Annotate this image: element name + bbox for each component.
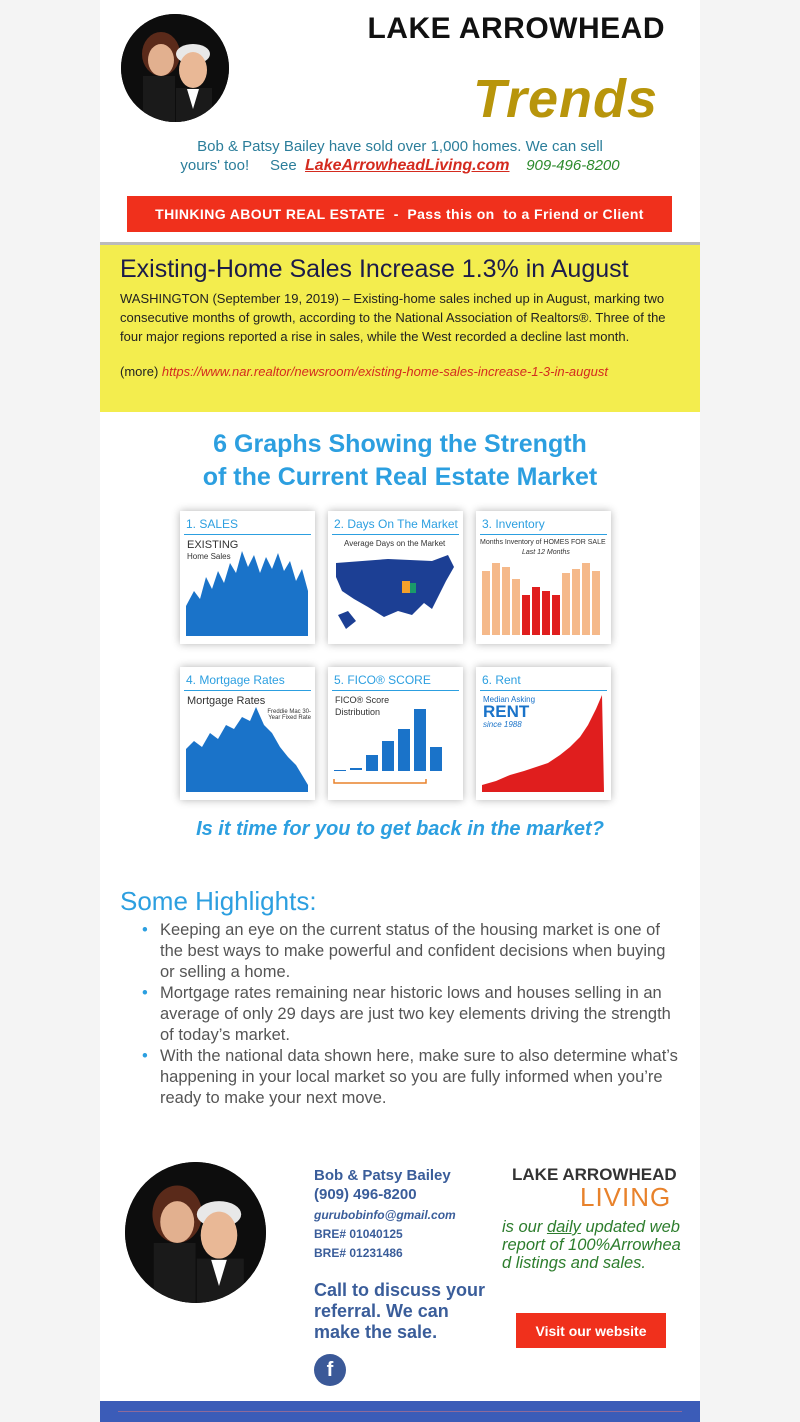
card-rent-sub3: since 1988 xyxy=(483,720,522,729)
card-fico-rule xyxy=(332,690,459,691)
intro-line-2 xyxy=(100,157,700,175)
highlights-list xyxy=(140,920,680,1109)
card-sales-title: 1. SALES xyxy=(186,517,239,531)
card-fico-title: 5. FICO® SCORE xyxy=(334,673,431,687)
card-rent-sub1: Median Asking xyxy=(483,695,536,704)
card-rent-title: 6. Rent xyxy=(482,673,521,687)
card-mortgage-sub2: Freddie Mac 30-Year Fixed Rate xyxy=(267,709,311,721)
agents-photo-footer xyxy=(125,1162,266,1303)
report-post: updated web report of 100%Arrowhead listings and sales. xyxy=(502,1218,681,1272)
la-logo-line1: LAKE ARROWHEAD xyxy=(512,1165,677,1184)
footer-bre-1: BRE# 01040125 xyxy=(314,1227,403,1241)
infographic-question: Is it time for you to get back in the market? xyxy=(196,818,604,840)
card-fico-sub2: Distribution xyxy=(335,707,381,717)
card-sales-sub1: EXISTING xyxy=(187,539,239,551)
card-mortgage-rule xyxy=(184,690,311,691)
header-trends-logo: Trends xyxy=(472,69,658,129)
news-headline: Existing-Home Sales Increase 1.3% in August xyxy=(120,255,629,283)
header-phone[interactable]: 909-496-8200 xyxy=(526,157,620,174)
list-item: • Keeping an eye on the current status of the housing market is one of the best ways to make powerful and confident decisions when buying or selling a home. xyxy=(140,920,680,983)
news-body: WASHINGTON (September 19, 2019) – Existing-home sales inched up in August, marking two consecutive months of growth, according to the National Association of Realtors®. Three of the four major regions reported a rise in sales, while the West recorded a decline last month. xyxy=(120,291,666,344)
card-rent-sub2: RENT xyxy=(483,702,530,721)
news-section xyxy=(100,245,700,412)
la-report-text xyxy=(502,1218,682,1272)
card-mortgage-sub1: Mortgage Rates xyxy=(187,695,266,707)
card-inventory xyxy=(476,511,611,644)
card-sales-sub2: Home Sales xyxy=(187,552,231,561)
card-mortgage-title: 4. Mortgage Rates xyxy=(186,673,285,687)
card-mortgage-rates xyxy=(180,667,315,800)
intro-line-2-text: yours' too! xyxy=(180,157,250,174)
visit-website-label: Visit our website xyxy=(535,1322,647,1339)
card-inventory-sub1: Months Inventory of HOMES FOR SALE xyxy=(480,539,606,546)
header-title: LAKE ARROWHEAD xyxy=(367,12,665,45)
list-item: • Mortgage rates remaining near historic lows and houses selling in an average of only 29 days are just two key elements driving the strength of today’s market. xyxy=(140,983,680,1046)
news-more-link[interactable]: https://www.nar.realtor/newsroom/existing-home-sales-increase-1-3-in-august xyxy=(161,364,608,379)
facebook-icon[interactable]: f xyxy=(314,1354,346,1386)
pass-on-cta-button[interactable] xyxy=(127,196,672,232)
highlights-title: Some Highlights: xyxy=(120,886,317,916)
bottom-bar xyxy=(100,1401,700,1422)
visit-website-button[interactable] xyxy=(516,1313,666,1348)
card-days-sub1: Average Days on the Market xyxy=(344,539,446,548)
card-sales-rule xyxy=(184,534,311,535)
card-rent-rule xyxy=(480,690,607,691)
infographic-title-1: 6 Graphs Showing the Strength xyxy=(213,430,587,458)
list-item: • With the national data shown here, make sure to also determine what’s happening in your local market so you are fully informed when you’re ready to make your next move. xyxy=(140,1046,680,1109)
report-daily: daily xyxy=(546,1218,581,1236)
pass-on-cta-label: THINKING ABOUT REAL ESTATE - Pass this on to a Friend or Client xyxy=(155,206,644,222)
card-days-rule xyxy=(332,534,459,535)
card-rent xyxy=(476,667,611,800)
footer-name: Bob & Patsy Bailey xyxy=(314,1167,451,1184)
report-pre: is our xyxy=(502,1218,547,1236)
footer-email[interactable]: gurubobinfo@gmail.com xyxy=(314,1208,456,1222)
intro-line-1: Bob & Patsy Bailey have sold over 1,000 homes. We can sell xyxy=(197,138,603,155)
see-label: See xyxy=(269,157,297,174)
card-fico-sub1: FICO® Score xyxy=(335,695,390,705)
card-inventory-sub2: Last 12 Months xyxy=(522,549,570,556)
card-days-title: 2. Days On The Market xyxy=(334,517,458,531)
site-link[interactable]: LakeArrowheadLiving.com xyxy=(305,157,510,174)
footer-call-to-action: Call to discuss your referral. We can make the sale. xyxy=(314,1280,486,1342)
newsletter-page xyxy=(100,0,700,1422)
card-inventory-rule xyxy=(480,534,607,535)
news-more xyxy=(120,364,608,379)
la-logo-line2: LIVING xyxy=(580,1182,672,1212)
card-days-on-market xyxy=(328,511,463,644)
card-sales xyxy=(180,511,315,644)
more-label: (more) xyxy=(120,364,159,379)
card-inventory-title: 3. Inventory xyxy=(482,517,545,531)
card-fico-score xyxy=(328,667,463,800)
infographic-title-2: of the Current Real Estate Market xyxy=(202,463,598,491)
footer-bre-2: BRE# 01231486 xyxy=(314,1246,403,1260)
footer-phone[interactable]: (909) 496-8200 xyxy=(314,1186,417,1203)
